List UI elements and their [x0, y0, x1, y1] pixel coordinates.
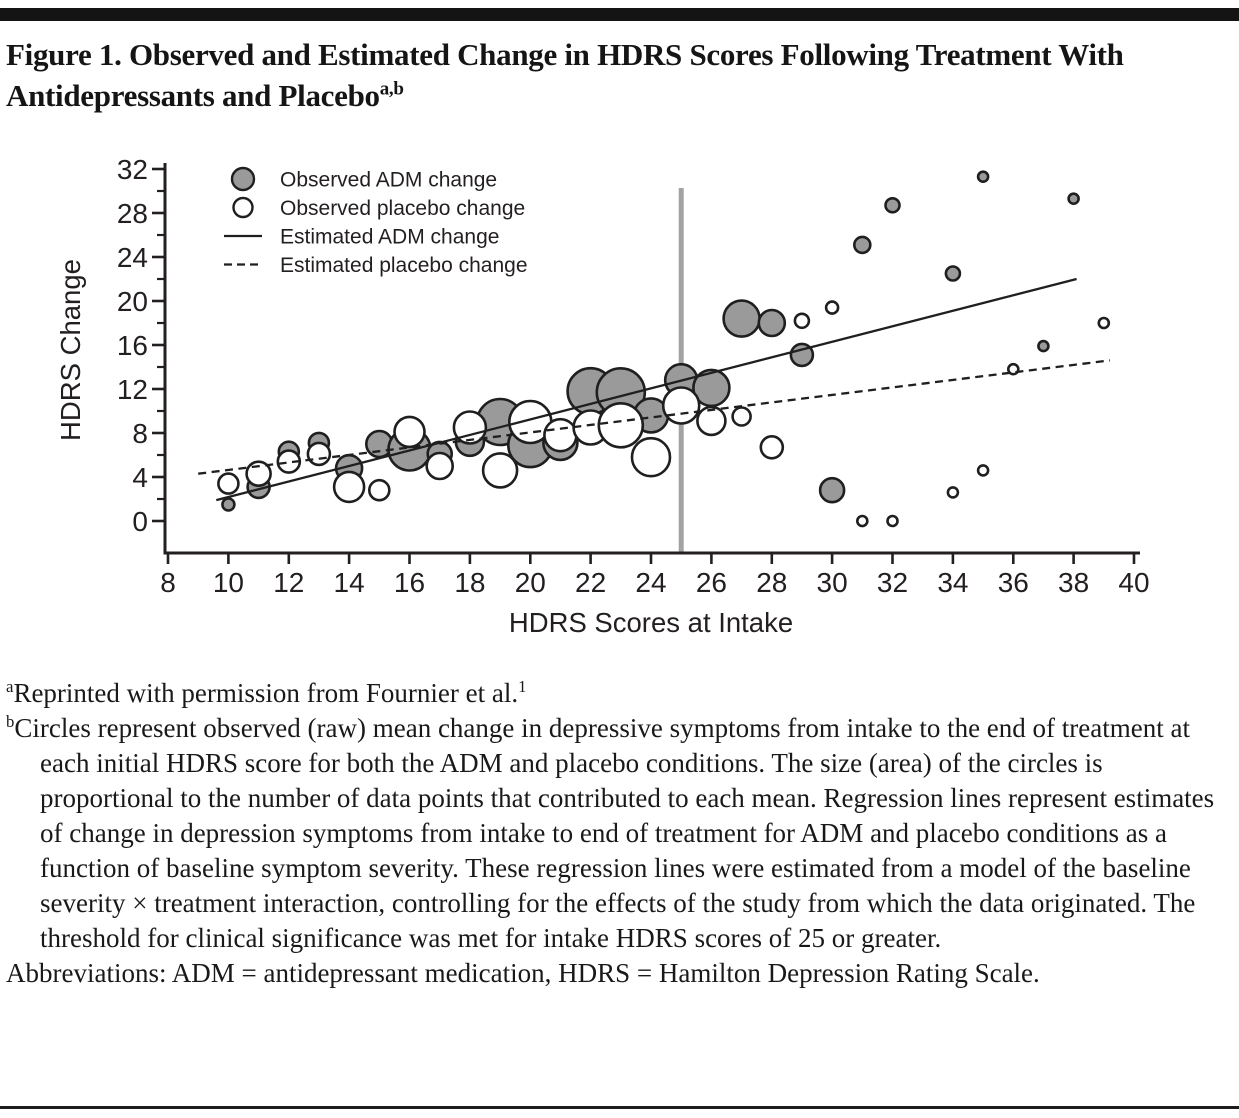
y-tick-label: 4 [132, 462, 148, 493]
x-tick-label: 18 [454, 567, 486, 598]
x-tick-label: 38 [1058, 567, 1090, 598]
x-tick-label: 8 [160, 567, 176, 598]
footnote-a-marker: a [6, 677, 14, 696]
placebo-bubble [948, 487, 958, 497]
y-tick-label: 32 [116, 154, 148, 185]
abbreviations-text: Abbreviations: ADM = antidepressant medication, HDRS = Hamilton Depression Rating Scale. [6, 958, 1040, 988]
placebo-bubble [599, 403, 643, 447]
placebo-bubble [395, 417, 425, 447]
placebo-bubble [544, 419, 576, 451]
footnote-a-citation: 1 [518, 677, 527, 696]
x-tick-label: 40 [1118, 567, 1150, 598]
footnote-b-text: Circles represent observed (raw) mean change in depressive symptoms from intake to the end of treatment at each initial HDRS score for both the ADM and placebo conditions. The size (area) of the circles is proportional to the number of data points that contributed to each mean. Regression lines represent estimates of change in depression symptoms from intake to end of treatment for ADM and placebo conditions as a function of baseline symptom severity. These regression lines were estimated from a model of the baseline severity × treatment interaction, controlling for the effects of the study from which the data originated. The threshold for clinical significance was met for intake HDRS scores of 25 or greater. [14, 713, 1215, 953]
title-superscript: a,b [379, 78, 404, 100]
y-tick-label: 0 [132, 506, 148, 537]
adm-bubble [854, 237, 870, 253]
adm-bubble [724, 301, 760, 337]
y-tick-label: 16 [116, 330, 148, 361]
footnote-b-marker: b [6, 712, 15, 731]
x-axis-title: HDRS Scores at Intake [508, 607, 794, 638]
y-tick-label: 24 [116, 242, 148, 273]
footnote-b [6, 711, 1234, 956]
x-tick-label: 34 [937, 567, 969, 598]
adm-bubble [1069, 194, 1079, 204]
figure-title [6, 34, 1221, 116]
adm-bubble [1038, 341, 1048, 351]
y-axis-title: HDRS Change [55, 259, 86, 441]
x-tick-label: 10 [212, 567, 244, 598]
y-tick-label: 8 [132, 418, 148, 449]
legend-label: Estimated placebo change [280, 254, 528, 277]
placebo-bubble [369, 480, 389, 500]
x-tick-label: 14 [333, 567, 365, 598]
placebo-bubble [427, 453, 453, 479]
top-rule [0, 8, 1239, 21]
placebo-bubble [978, 465, 988, 475]
placebo-bubble [483, 453, 517, 487]
footnote-a [6, 676, 1234, 711]
x-tick-label: 32 [876, 567, 909, 598]
placebo-bubble [308, 443, 330, 465]
x-tick-label: 28 [756, 567, 788, 598]
placebo-bubble [761, 436, 783, 458]
placebo-bubble [218, 474, 238, 494]
placebo-bubble [663, 388, 699, 424]
placebo-bubble [334, 472, 364, 502]
y-tick-label: 20 [116, 286, 148, 317]
placebo-bubble [632, 438, 670, 476]
footnotes [6, 676, 1234, 991]
bubble-chart [0, 140, 1239, 665]
legend-label: Estimated ADM change [280, 225, 500, 249]
x-tick-label: 12 [273, 567, 305, 598]
placebo-bubble [857, 516, 867, 526]
footnote-a-text: Reprinted with permission from Fournier et al. [13, 678, 519, 708]
placebo-bubble [888, 516, 898, 526]
adm-bubble [946, 267, 960, 281]
adm-bubble [222, 499, 234, 511]
legend-label: Observed placebo change [280, 197, 526, 220]
adm-bubble [820, 478, 844, 502]
legend-adm-circle-icon [232, 168, 254, 190]
legend [224, 168, 528, 277]
x-tick-label: 30 [816, 567, 848, 598]
x-tick-label: 26 [695, 567, 727, 598]
y-tick-label: 12 [116, 374, 148, 405]
placebo-bubble [1099, 318, 1109, 328]
legend-placebo-circle-icon [234, 198, 253, 217]
placebo-bubble [733, 408, 751, 426]
footnote-abbreviations [6, 956, 1234, 991]
adm-bubble [978, 172, 988, 182]
legend-label: Observed ADM change [280, 168, 498, 192]
x-tick-label: 22 [575, 567, 607, 598]
placebo-bubble [795, 314, 809, 328]
x-tick-label: 16 [393, 567, 426, 598]
placebo-bubble [826, 302, 838, 314]
adm-bubble [759, 310, 785, 336]
bottom-rule [0, 1106, 1239, 1109]
figure-title-text: Figure 1. Observed and Estimated Change in HDRS Scores Following Treatment With Antidepressants and Placebo [6, 37, 1124, 113]
y-tick-label: 28 [116, 198, 148, 229]
chart-area [0, 140, 1239, 665]
adm-bubble [886, 198, 900, 212]
x-tick-label: 36 [997, 567, 1029, 598]
x-tick-label: 24 [635, 567, 667, 598]
x-tick-label: 20 [514, 567, 546, 598]
